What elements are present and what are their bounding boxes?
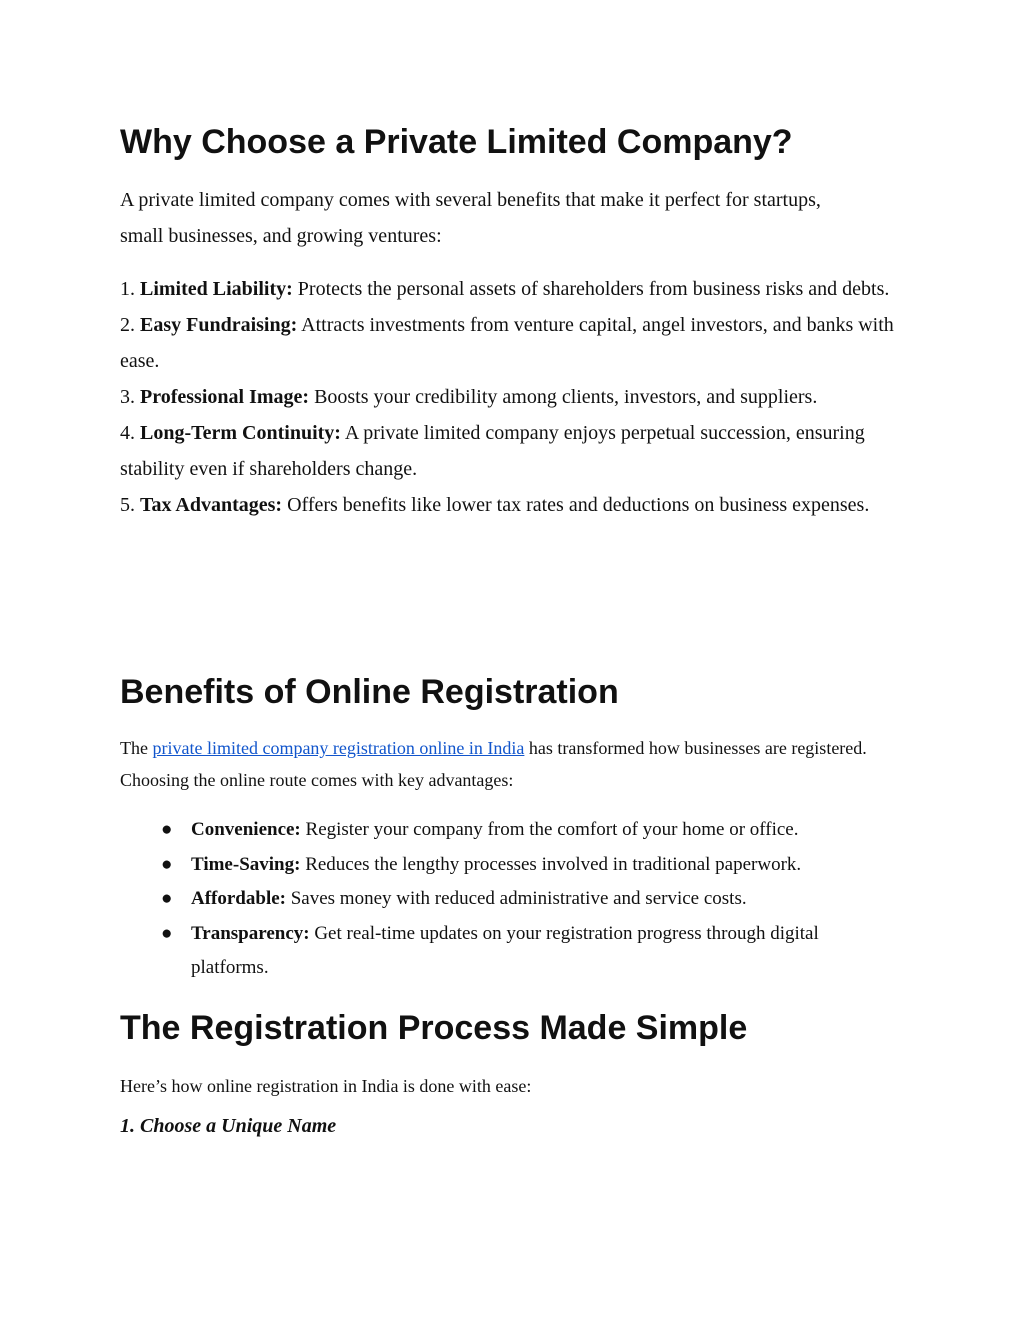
list-item-title: Limited Liability: — [140, 278, 293, 300]
bullet-icon: ● — [161, 819, 173, 840]
list-item: ● Affordable: Saves money with reduced administrative and service costs. — [160, 882, 890, 917]
list-item-title: Transparency: — [191, 922, 310, 944]
process-intro: Here’s how online registration in India is done with ease: — [120, 1076, 532, 1096]
list-item-title: Tax Advantages: — [140, 494, 283, 516]
list-item-title: Affordable: — [191, 888, 286, 909]
bullet-icon: ● — [161, 888, 173, 909]
list-item-title: Easy Fundraising: — [140, 314, 298, 336]
list-item: 3. Professional Image: Boosts your credibility among clients, investors, and suppliers. — [120, 386, 818, 408]
list-item-title: Long-Term Continuity: — [140, 422, 341, 444]
list-item: 5. Tax Advantages: Offers benefits like lower tax rates and deductions on business expenses. — [120, 494, 870, 516]
list-item: 4. Long-Term Continuity: A private limited company enjoys perpetual succession, ensuring stability even if shareholders change. — [120, 422, 865, 480]
section-heading-registration-process: The Registration Process Made Simple — [120, 1009, 748, 1047]
list-item-title: Professional Image: — [140, 386, 310, 408]
registration-link[interactable]: private limited company registration online in India — [152, 738, 525, 758]
section-heading-why-choose: Why Choose a Private Limited Company? — [120, 123, 793, 161]
list-item: ● Transparency: Get real-time updates on your registration progress through digital platforms. — [160, 917, 890, 986]
step-subheading: 1. Choose a Unique Name — [120, 1115, 337, 1137]
list-item: 2. Easy Fundraising: Attracts investments from venture capital, angel investors, and banks with ease. — [120, 314, 894, 372]
benefits-numbered-list — [120, 271, 910, 523]
list-item-title: Time-Saving: — [191, 853, 301, 875]
bullet-icon: ● — [161, 922, 173, 944]
list-item-title: Convenience: — [191, 819, 301, 840]
section-intro-paragraph: A private limited company comes with several benefits that make it perfect for startups, small businesses, and growing ventures: — [120, 189, 821, 247]
online-registration-intro: The private limited company registration online in India has transformed how businesses are registered. Choosing the online route comes with key advantages: — [120, 738, 867, 790]
section-heading-online-benefits: Benefits of Online Registration — [120, 673, 619, 711]
list-item: ● Convenience: Register your company from the comfort of your home or office. — [160, 813, 890, 848]
list-item: 1. Limited Liability: Protects the personal assets of shareholders from business risks and debts. — [120, 278, 890, 300]
bullet-icon: ● — [161, 853, 173, 875]
list-item: ● Time-Saving: Reduces the lengthy processes involved in traditional paperwork. — [160, 848, 890, 883]
online-benefits-bullet-list — [160, 813, 890, 986]
